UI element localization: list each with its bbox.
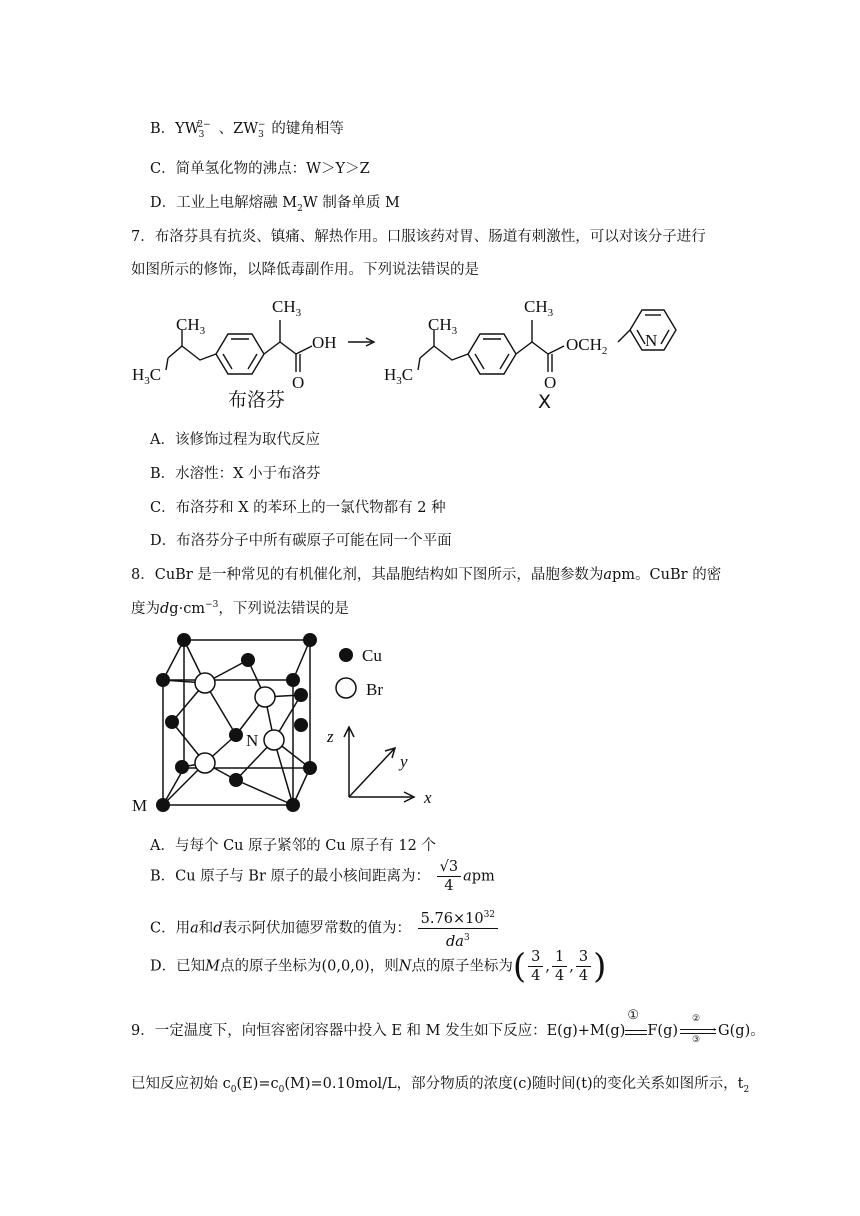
q6-option-b: B．$YW_3^{2-}$ 、$ZW_3^-$ 的键角相等 — [150, 120, 344, 140]
q7-option-b: B．水溶性：X 小于布洛芬 — [150, 466, 321, 482]
q9-reversible-arrow: ② › ③ — [678, 1024, 718, 1038]
q7-ibuprofen-caption: 布洛芬 — [228, 389, 286, 411]
q8-legend-cu: Cu — [362, 646, 382, 665]
q8-option-d: D．已知M点的原子坐标为(0,0,0)，则N点的原子坐标为( $\frac{3}{4}$ , $\frac{1}{4}$ , $\frac{3}{4}$ ) — [150, 946, 607, 987]
q7-option-c: C．布洛芬和 X 的苯环上的一氯代物都有 2 种 — [150, 500, 446, 516]
q7-oh-label: OH — [312, 333, 337, 352]
q8-option-b-fraction: $\frac{√3}{4}$ — [437, 858, 461, 895]
q7-stem-line1: 7．布洛芬具有抗炎、镇痛、解热作用。口服该药对胃、肠道有刺激性，可以对该分子进行 — [131, 229, 706, 245]
q7-x-caption: X — [538, 391, 552, 413]
q9-stem-line1: 9．一定温度下，向恒容密闭容器中投入 E 和 M 发生如下反应：E(g)+M(g) ① F(g) ② › ③ G(g)。 — [131, 1008, 765, 1045]
q7-o-label-right: O — [544, 373, 557, 392]
q7-h3c-label-right: $H_3C$ — [384, 365, 414, 387]
q9-stem-line2: 已知反应初始 $c_0(E)=c_0(M)=0.10mol/L$，部分物质的浓度(c)随时间(t)的变化关系如图所示，$t_2$ — [131, 1076, 750, 1095]
q8-stem-line1: 8．CuBr 是一种常见的有机催化剂，其晶胞结构如下图所示，晶胞参数为apm。CuBr 的密 — [131, 567, 722, 583]
q7-ch3-label-left-2: $CH_3$ — [176, 315, 206, 337]
q8-stem-line2: 度为$dg\cdot cm^{-3}$，下列说法错误的是 — [131, 600, 349, 617]
q6-option-c: C．简单氢化物的沸点：W＞Y＞Z — [150, 161, 370, 177]
q7-ch3-label-left: $CH_3$ — [272, 297, 302, 319]
q7-och2-label: $OCH_2$ — [566, 335, 608, 357]
q7-pyridine-n: N — [645, 331, 658, 350]
q7-ch3-label-right: $CH_3$ — [524, 297, 554, 319]
q8-legend-br: Br — [366, 680, 383, 699]
q8-crystal-cell-figure — [0, 625, 860, 825]
q8-legend-cu-dot — [339, 648, 353, 662]
q8-label-n: N — [246, 731, 259, 750]
q7-h3c-label-left: $H_3C$ — [132, 365, 162, 387]
q8-axis-z: z — [327, 727, 334, 746]
q8-axis-y: y — [400, 752, 408, 771]
q8-label-m: M — [132, 796, 148, 815]
q8-option-c: C．用a和d表示阿伏加德罗常数的值为： $\frac{5.76\times 10^{32}}{da^3}$ — [150, 906, 500, 951]
q7-molecule-scheme — [0, 290, 860, 420]
q7-option-a: A．该修饰过程为取代反应 — [150, 432, 320, 448]
q8-axis-x: x — [424, 788, 432, 807]
q7-o-label-left: O — [292, 373, 305, 392]
q6-option-d: D．工业上电解熔融 $M_2W$ 制备单质 M — [150, 195, 400, 214]
q7-stem-line2: 如图所示的修饰，以降低毒副作用。下列说法错误的是 — [131, 262, 479, 278]
q8-option-a: A．与每个 Cu 原子紧邻的 Cu 原子有 12 个 — [150, 838, 436, 854]
q8-option-c-fraction: $\frac{5.76\times 10^{32}}{da^3}$ — [418, 906, 498, 951]
q7-ch3-label-right-2: $CH_3$ — [428, 315, 458, 337]
q7-option-d: D．布洛芬分子中所有碳原子可能在同一个平面 — [150, 533, 452, 549]
q8-legend-br-dot — [336, 678, 356, 698]
q8-option-b: B．Cu 原子与 Br 原子的最小核间距离为： $\frac{√3}{4}$ apm — [150, 859, 495, 894]
